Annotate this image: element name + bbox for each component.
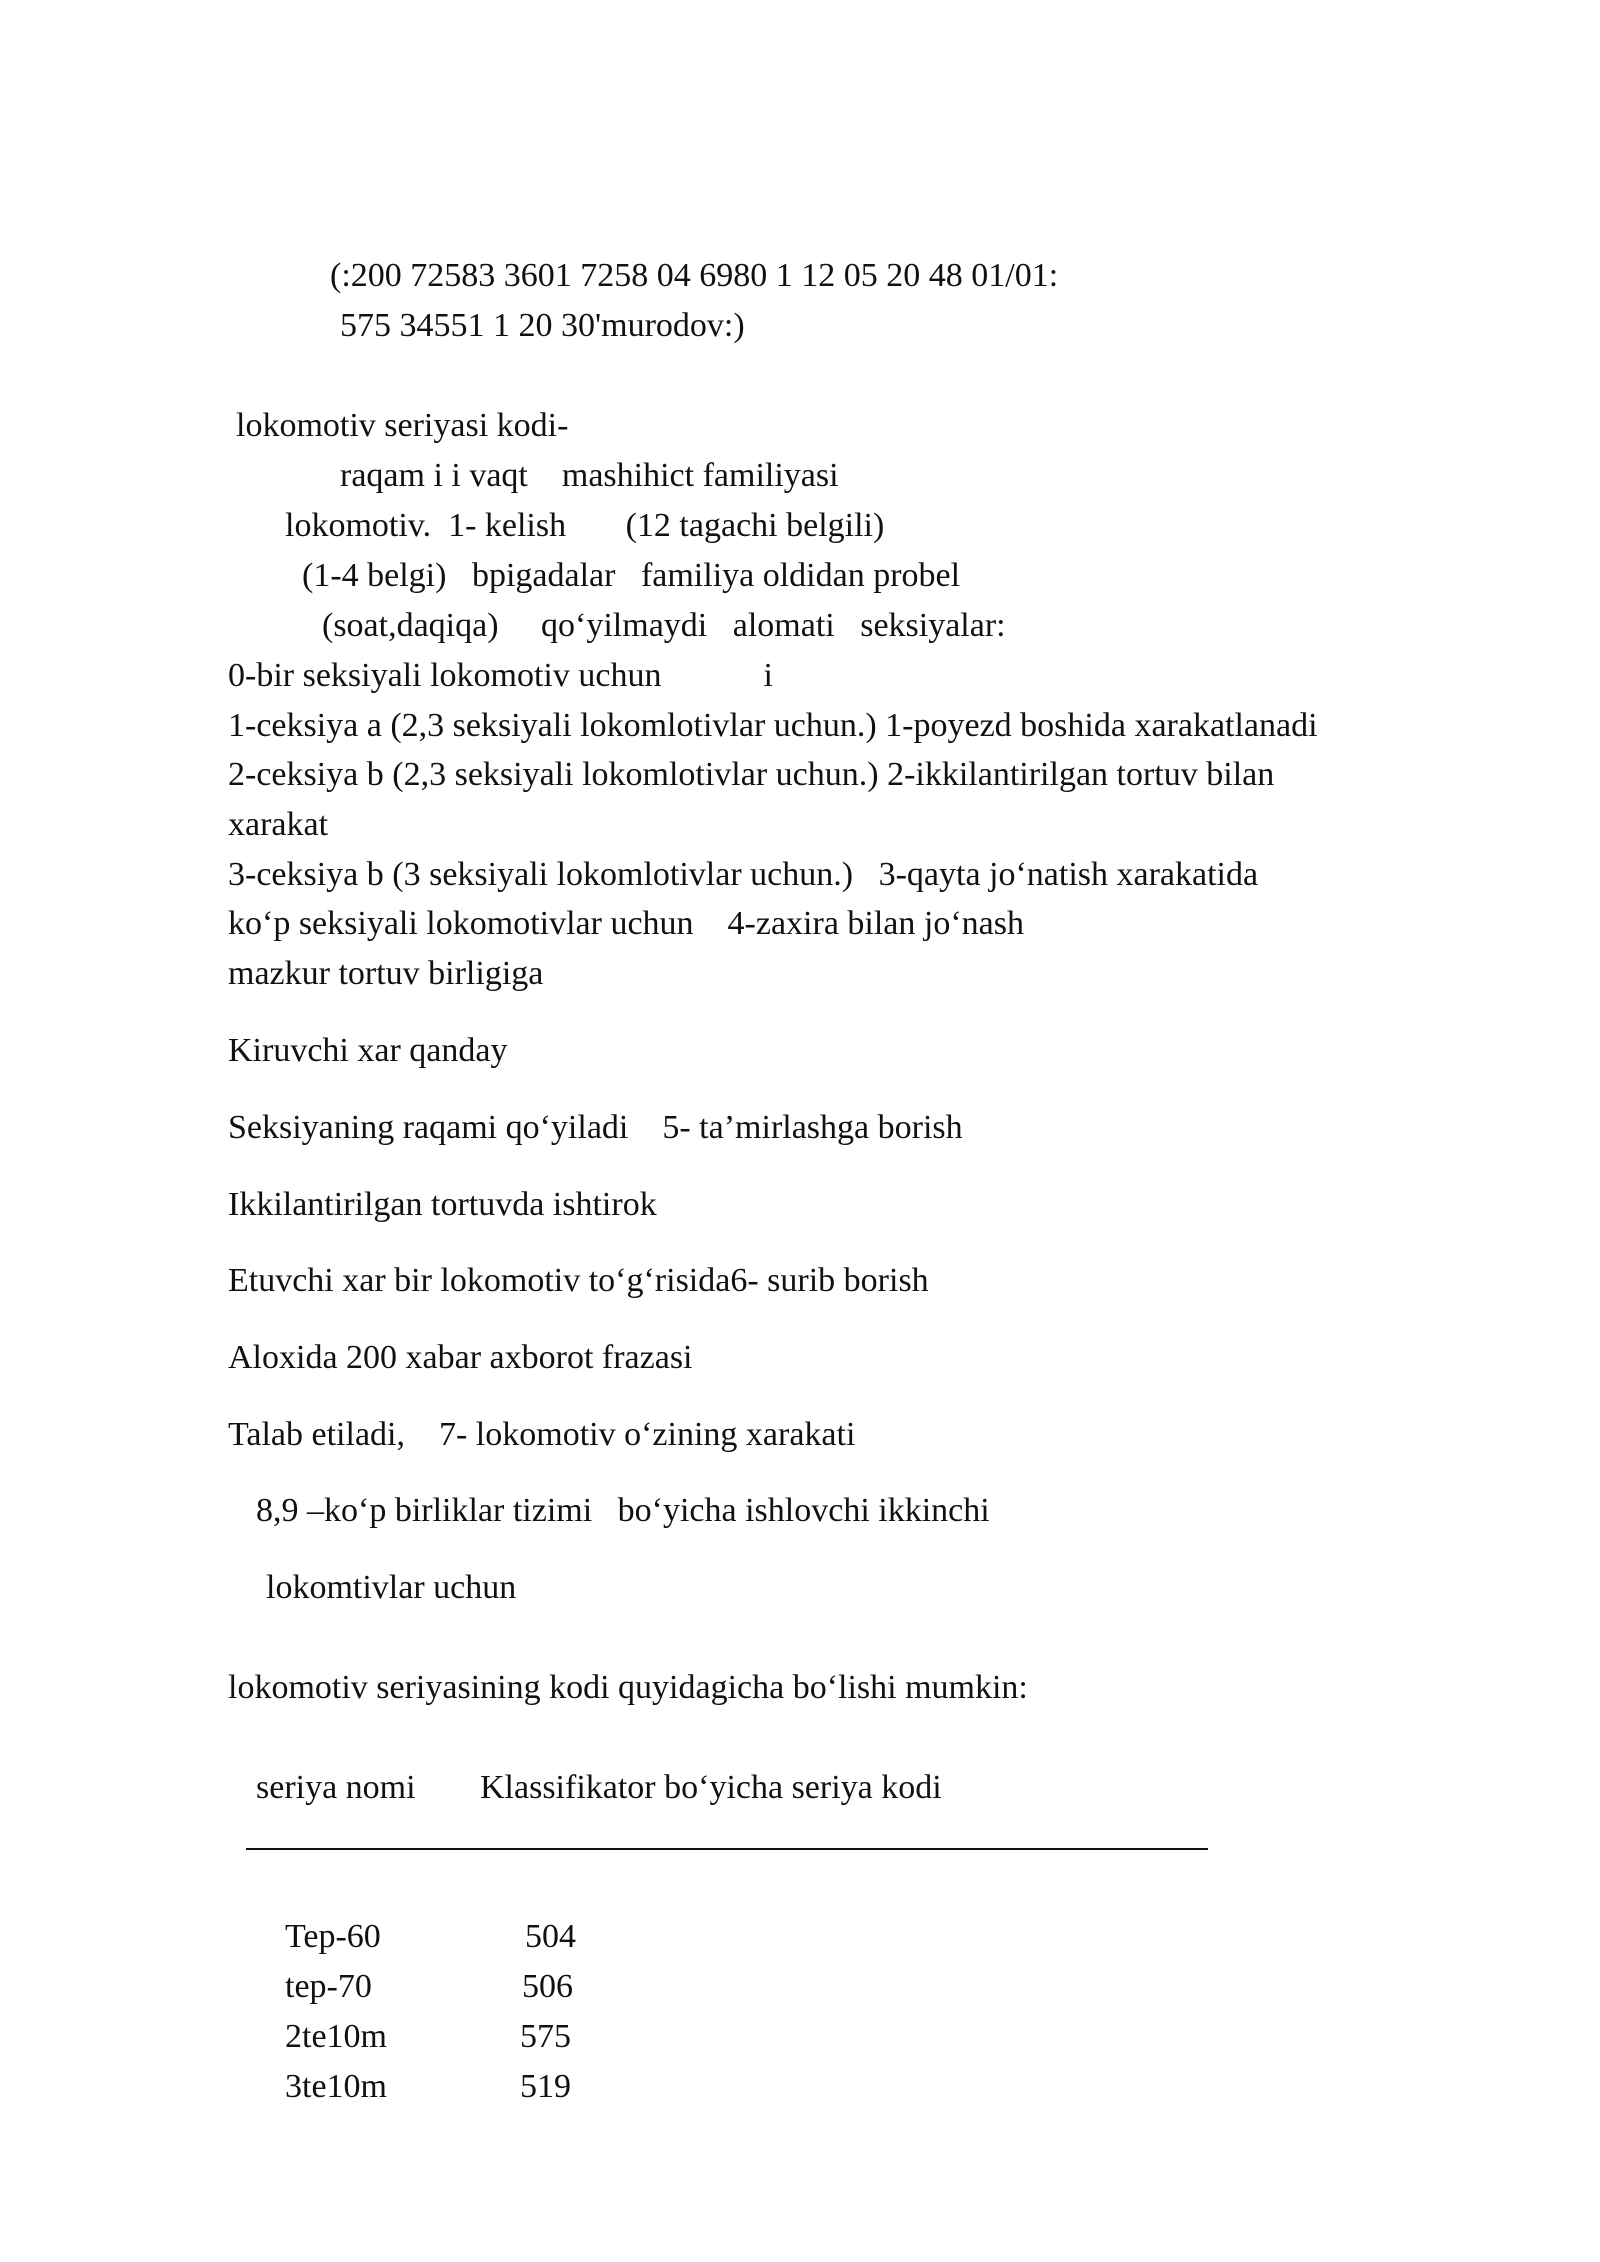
section-line: mazkur tortuv birligiga xyxy=(228,955,544,992)
section-line: ko‘p seksiyali lokomotivlar uchun 4-zaxira bilan jo‘nash xyxy=(228,905,1024,942)
section-line: xarakat xyxy=(228,806,329,843)
series-name-cell: Tep-60 xyxy=(285,1918,381,1955)
legend-line: lokomotiv. 1- kelish (12 tagachi belgili) xyxy=(285,507,885,544)
code-line-2: 575 34551 1 20 30'murodov:) xyxy=(340,307,745,344)
table-header-classifier-code: Klassifikator bo‘yicha seriya kodi xyxy=(480,1769,942,1806)
legend-line: raqam i i vaqt mashihict familiyasi xyxy=(340,457,839,494)
legend-line: lokomotiv seriyasi kodi- xyxy=(236,407,569,444)
series-code-intro: lokomotiv seriyasining kodi quyidagicha bo‘lishi mumkin: xyxy=(228,1669,1028,1706)
paragraph: Ikkilantirilgan tortuvda ishtirok xyxy=(228,1186,657,1223)
paragraph: Kiruvchi xar qanday xyxy=(228,1032,508,1069)
legend-line: (1-4 belgi) bpigadalar familiya oldidan probel xyxy=(302,557,961,594)
paragraph: Aloxida 200 xabar axborot frazasi xyxy=(228,1339,693,1376)
paragraph: Seksiyaning raqami qo‘yiladi 5- ta’mirlashga borish xyxy=(228,1109,963,1146)
code-line-1: (:200 72583 3601 7258 04 6980 1 12 05 20 48 01/01: xyxy=(330,257,1059,294)
series-code-cell: 504 xyxy=(525,1918,576,1955)
section-line: 3-ceksiya b (3 seksiyali lokomlotivlar uchun.) 3-qayta jo‘natish xarakatida xyxy=(228,856,1259,893)
section-line: 2-ceksiya b (2,3 seksiyali lokomlotivlar uchun.) 2-ikkilantirilgan tortuv bilan xyxy=(228,756,1275,793)
table-header-series-name: seriya nomi xyxy=(256,1769,416,1806)
paragraph: Etuvchi xar bir lokomotiv to‘g‘risida6- surib borish xyxy=(228,1262,929,1299)
paragraph: Talab etiladi, 7- lokomotiv o‘zining xarakati xyxy=(228,1416,856,1453)
series-name-cell: 3te10m xyxy=(285,2068,387,2105)
legend-line: (soat,daqiqa) qo‘yilmaydi alomati seksiyalar: xyxy=(322,607,1006,644)
series-code-cell: 519 xyxy=(520,2068,571,2105)
table-header-divider xyxy=(246,1848,1208,1850)
section-line: 0-bir seksiyali lokomotiv uchun i xyxy=(228,657,773,694)
series-code-cell: 506 xyxy=(522,1968,573,2005)
series-code-cell: 575 xyxy=(520,2018,571,2055)
paragraph: lokomtivlar uchun xyxy=(266,1569,517,1606)
series-name-cell: tep-70 xyxy=(285,1968,372,2005)
series-name-cell: 2te10m xyxy=(285,2018,387,2055)
paragraph: 8,9 –ko‘p birliklar tizimi bo‘yicha ishlovchi ikkinchi xyxy=(256,1492,990,1529)
section-line: 1-ceksiya a (2,3 seksiyali lokomlotivlar uchun.) 1-poyezd boshida xarakatlanadi xyxy=(228,707,1318,744)
